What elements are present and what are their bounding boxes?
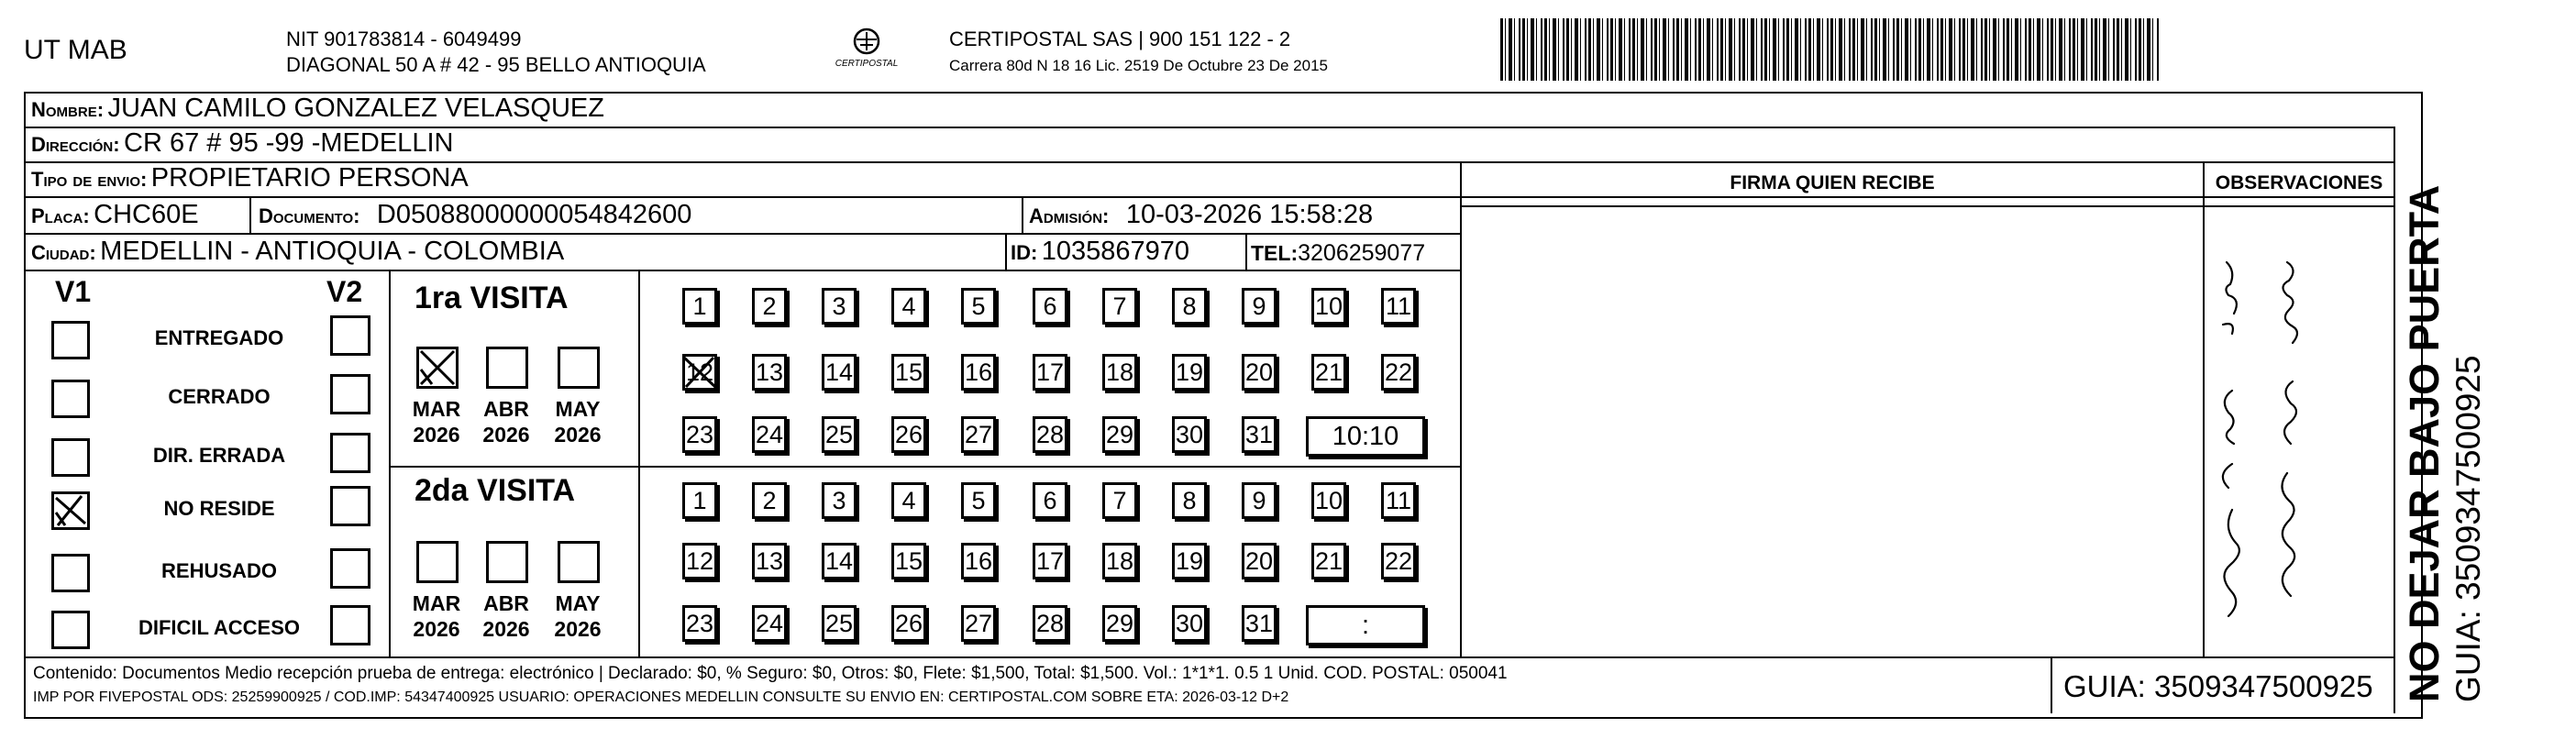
status-v2-checkbox[interactable] [330,548,370,589]
visit1-day-box[interactable]: 19 [1172,354,1207,391]
visit2-month-checkbox[interactable] [416,541,459,583]
visit1-day-box[interactable]: 8 [1172,288,1207,325]
direccion-label: Dirección: [31,133,120,156]
visit1-month-checkbox[interactable] [558,347,600,389]
visit2-month-checkbox[interactable] [558,541,600,583]
placa-value: CHC60E [94,200,199,229]
visit2-day-box[interactable]: 8 [1172,482,1207,519]
status-v2-checkbox[interactable] [330,433,370,473]
visit1-day-box[interactable]: 2 [752,288,787,325]
visit1-day-box[interactable]: 14 [822,354,857,391]
visit2-day-box[interactable]: 19 [1172,543,1207,579]
visit2-day-box[interactable]: 3 [822,482,857,519]
visit2-day-box[interactable]: 28 [1033,605,1067,642]
certipostal-logo-icon [825,26,908,77]
footer-print-info: IMP POR FIVEPOSTAL ODS: 25259900925 / COD.IMP: 54347400925 USUARIO: OPERACIONES MEDELLIN CONSULTE SU ENVIO EN: CERTIPOSTAL.COM SOBRE ETA: 2026-03-12 D+2 [33,689,1289,705]
visit1-day-box[interactable]: 25 [822,416,857,453]
visit1-day-box[interactable]: 18 [1102,354,1137,391]
status-v1-checkbox[interactable] [51,554,90,592]
visit1-day-box[interactable]: 7 [1102,288,1137,325]
v1-label: V1 [55,275,92,308]
handwriting-icon [2205,207,2394,656]
visit2-day-box[interactable]: 27 [961,605,996,642]
tipo-row [31,163,469,193]
status-v2-checkbox[interactable] [330,486,370,526]
visit2-day-box[interactable]: 7 [1102,482,1137,519]
visit2-day-box[interactable]: 11 [1381,482,1416,519]
visit1-day-box[interactable]: 31 [1242,416,1277,453]
visit2-month-checkbox[interactable] [486,541,528,583]
observaciones-header: OBSERVACIONES [2215,172,2383,193]
admision-value: 10-03-2026 15:58:28 [1125,200,1374,229]
documento-label: Documento: [259,204,360,227]
visit2-month-label: MAY [555,591,601,615]
tel-cell [1251,240,1425,267]
visit1-day-box[interactable]: 28 [1033,416,1067,453]
visit1-day-box[interactable]: 24 [752,416,787,453]
visit1-day-box[interactable]: 16 [961,354,996,391]
id-cell [1011,237,1189,267]
nombre-value: JUAN CAMILO GONZALEZ VELASQUEZ [107,94,604,123]
visit2-day-box[interactable]: 10 [1311,482,1346,519]
signature-area[interactable] [1462,207,2203,656]
ciudad-cell [31,237,564,267]
visit1-day-box[interactable]: 29 [1102,416,1137,453]
visit2-day-box[interactable]: 5 [961,482,996,519]
visit2-day-box[interactable]: 15 [891,543,926,579]
status-v2-checkbox[interactable] [330,374,370,414]
status-label: DIFICIL ACCESO [138,616,300,639]
visit2-title: 2da VISITA [415,473,576,508]
placa-cell [31,200,199,230]
visit1-day-box[interactable]: 17 [1033,354,1067,391]
visit1-year-label: 2026 [554,423,602,447]
status-v1-checkbox[interactable] [51,491,90,530]
visit1-year-label: 2026 [413,423,460,447]
visit2-day-box[interactable]: 12 [682,543,717,579]
status-v2-checkbox[interactable] [330,315,370,356]
status-v2-checkbox[interactable] [330,605,370,645]
visit1-month-label: MAY [555,397,601,421]
visit1-year-label: 2026 [482,423,530,447]
tel-value: 3206259077 [1298,240,1426,266]
visit2-day-box[interactable]: 31 [1242,605,1277,642]
tel-label: TEL: [1251,241,1299,265]
visit2-day-box[interactable]: 14 [822,543,857,579]
visit2-day-box[interactable]: 23 [682,605,717,642]
observations-handwriting[interactable] [2205,207,2394,656]
status-v1-checkbox[interactable] [51,611,90,649]
visit1-month-label: ABR [483,397,529,421]
visit1-day-box[interactable]: 6 [1033,288,1067,325]
status-v1-checkbox[interactable] [51,380,90,418]
id-value: 1035867970 [1041,237,1190,266]
visit2-day-box[interactable]: 2 [752,482,787,519]
check-mark-icon [419,349,456,386]
visit2-day-box[interactable]: 13 [752,543,787,579]
visit1-day-box[interactable]: 5 [961,288,996,325]
visit2-day-box[interactable]: 22 [1381,543,1416,579]
check-mark-icon [54,494,87,527]
visit1-day-box[interactable]: 4 [891,288,926,325]
company-name: UT MAB [24,35,127,65]
courier-license: Carrera 80d N 18 16 Lic. 2519 De Octubre 23 De 2015 [949,57,1328,74]
visit1-day-box[interactable]: 23 [682,416,717,453]
status-v1-checkbox[interactable] [51,321,90,359]
visit2-day-box[interactable]: 17 [1033,543,1067,579]
company-nit: NIT 901783814 - 6049499 [286,28,522,50]
tipo-label: Tipo de envio: [31,168,148,191]
placa-label: Placa: [31,204,90,227]
status-label: DIR. ERRADA [152,444,286,467]
visit2-time-box[interactable]: : [1306,605,1425,645]
visit1-day-box[interactable]: 21 [1311,354,1346,391]
status-label: ENTREGADO [154,326,284,349]
courier-name: CERTIPOSTAL SAS | 900 151 122 - 2 [949,28,1291,50]
visit1-day-box[interactable]: 10 [1311,288,1346,325]
visit1-month-label: MAR [412,397,461,421]
status-v1-checkbox[interactable] [51,438,90,477]
visit2-day-box[interactable]: 1 [682,482,717,519]
direccion-value: CR 67 # 95 -99 -MEDELLIN [124,128,454,158]
visit2-month-label: MAR [412,591,461,615]
id-label: ID: [1011,241,1038,264]
visit2-day-box[interactable]: 4 [891,482,926,519]
footer-contents: Contenido: Documentos Medio recepción prueba de entrega: electrónico | Declarado: $0, % Seguro: $0, Otros: $0, Flete: $1,500, Total: $1,500. Vol.: 1*1*1. 0.5 1 Unid. COD. POSTAL: 050041 [33,664,1508,683]
visit1-day-box[interactable]: 9 [1242,288,1277,325]
visit1-month-checkbox[interactable] [416,347,459,389]
visit1-day-box[interactable]: 15 [891,354,926,391]
visit2-day-box[interactable]: 21 [1311,543,1346,579]
visit2-day-box[interactable]: 16 [961,543,996,579]
nombre-row [31,94,604,124]
visit2-day-box[interactable]: 25 [822,605,857,642]
visit2-day-box[interactable]: 9 [1242,482,1277,519]
visit1-month-checkbox[interactable] [486,347,528,389]
visit1-day-box[interactable]: 3 [822,288,857,325]
visit2-year-label: 2026 [413,617,460,641]
footer-guia: GUIA: 3509347500925 [2063,669,2373,703]
visit2-day-box[interactable]: 26 [891,605,926,642]
visit1-day-box[interactable]: 1 [682,288,717,325]
visit2-day-box[interactable]: 24 [752,605,787,642]
visit1-day-box[interactable]: 12 [682,354,717,391]
documento-value: D05088000000054842600 [376,200,692,229]
visit1-day-box[interactable]: 27 [961,416,996,453]
status-label: REHUSADO [161,559,277,582]
visit2-month-label: ABR [483,591,529,615]
documento-cell [259,200,691,230]
visit1-day-box[interactable]: 11 [1381,288,1416,325]
tipo-value: PROPIETARIO PERSONA [150,163,469,193]
side-warning: NO DEJAR BAJO PUERTA [2401,184,2448,702]
side-text [2401,116,2538,702]
visit1-day-box[interactable]: 20 [1242,354,1277,391]
visit2-year-label: 2026 [482,617,530,641]
admision-label: Admisión: [1029,204,1110,227]
logo-text: CERTIPOSTAL [835,59,899,69]
visit2-day-box[interactable]: 6 [1033,482,1067,519]
visit1-day-box[interactable]: 30 [1172,416,1207,453]
visit1-day-box[interactable]: 22 [1381,354,1416,391]
visit1-time-box[interactable]: 10:10 [1306,416,1425,457]
status-label: NO RESIDE [163,497,275,520]
visit1-day-box[interactable]: 26 [891,416,926,453]
side-guia: GUIA: 3509347500925 [2449,355,2487,702]
ciudad-value: MEDELLIN - ANTIOQUIA - COLOMBIA [100,237,565,266]
visit1-day-box[interactable]: 13 [752,354,787,391]
visit2-day-box[interactable]: 29 [1102,605,1137,642]
admision-cell [1029,200,1373,230]
company-address: DIAGONAL 50 A # 42 - 95 BELLO ANTIOQUIA [286,53,706,76]
visit2-year-label: 2026 [554,617,602,641]
visit2-day-box[interactable]: 18 [1102,543,1137,579]
nombre-label: Nombre: [31,98,105,121]
barcode [1500,18,2159,81]
firma-header: FIRMA QUIEN RECIBE [1730,172,1935,193]
certipostal-logo [825,26,908,77]
visit2-day-box[interactable]: 20 [1242,543,1277,579]
direccion-row [31,128,453,159]
visit2-day-box[interactable]: 30 [1172,605,1207,642]
v2-label: V2 [326,275,363,308]
visit1-title: 1ra VISITA [415,281,569,315]
status-label: CERRADO [168,385,271,408]
ciudad-label: Ciudad: [31,241,96,264]
